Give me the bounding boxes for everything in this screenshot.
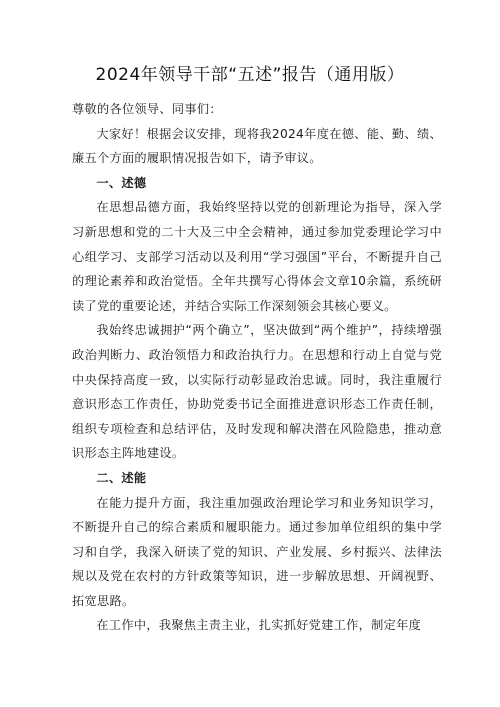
section-heading-ability: 二、述能 xyxy=(96,470,147,485)
ability-paragraph-2: 在工作中，我聚焦主责主业，扎实抓好党建工作，制定年度 xyxy=(96,618,422,633)
intro-paragraph: 大家好！根据会议安排，现将我2024年度在德、能、勤、绩、廉五个方面的履职情况报告如下，请予审议。 xyxy=(72,126,442,166)
document-title: 2024年领导干部“五述”报告（通用版） xyxy=(95,65,405,85)
document-body xyxy=(72,97,442,638)
ability-paragraph-1: 在能力提升方面，我注重加强政治理论学习和业务知识学习，不断提升自己的综合素质和履职能力。通过参加单位组织的集中学习和自学，我深入研读了党的知识、产业发展、乡村振兴、法律法规以及党在农村的方针政策等知识，进一步解放思想、开阔视野、拓宽思路。 xyxy=(72,495,442,608)
salutation: 尊敬的各位领导、同事们： xyxy=(72,102,222,116)
morality-paragraph-1: 在思想品德方面，我始终坚持以党的创新理论为指导，深入学习新思想和党的二十大及三中全会精神，通过参加党委理论学习中心组学习、支部学习活动以及利用“学习强国”平台，不断提升自己的理论素养和政治觉悟。全年共撰写心得体会文章10余篇，系统研读了党的重要论述，并结合实际工作深刻领会其核心要义。 xyxy=(72,200,442,313)
section-heading-morality: 一、述德 xyxy=(96,175,147,190)
morality-paragraph-2: 我始终忠诚拥护“两个确立”，坚决做到“两个维护”，持续增强政治判断力、政治领悟力和政治执行力。在思想和行动上自觉与党中央保持高度一致，以实际行动彰显政治忠诚。同时，我注重履行意识形态工作责任，协助党委书记全面推进意识形态工作责任制，组织专项检查和总结评估，及时发现和解决潜在风险隐患，推动意识形态主阵地建设。 xyxy=(72,323,442,461)
